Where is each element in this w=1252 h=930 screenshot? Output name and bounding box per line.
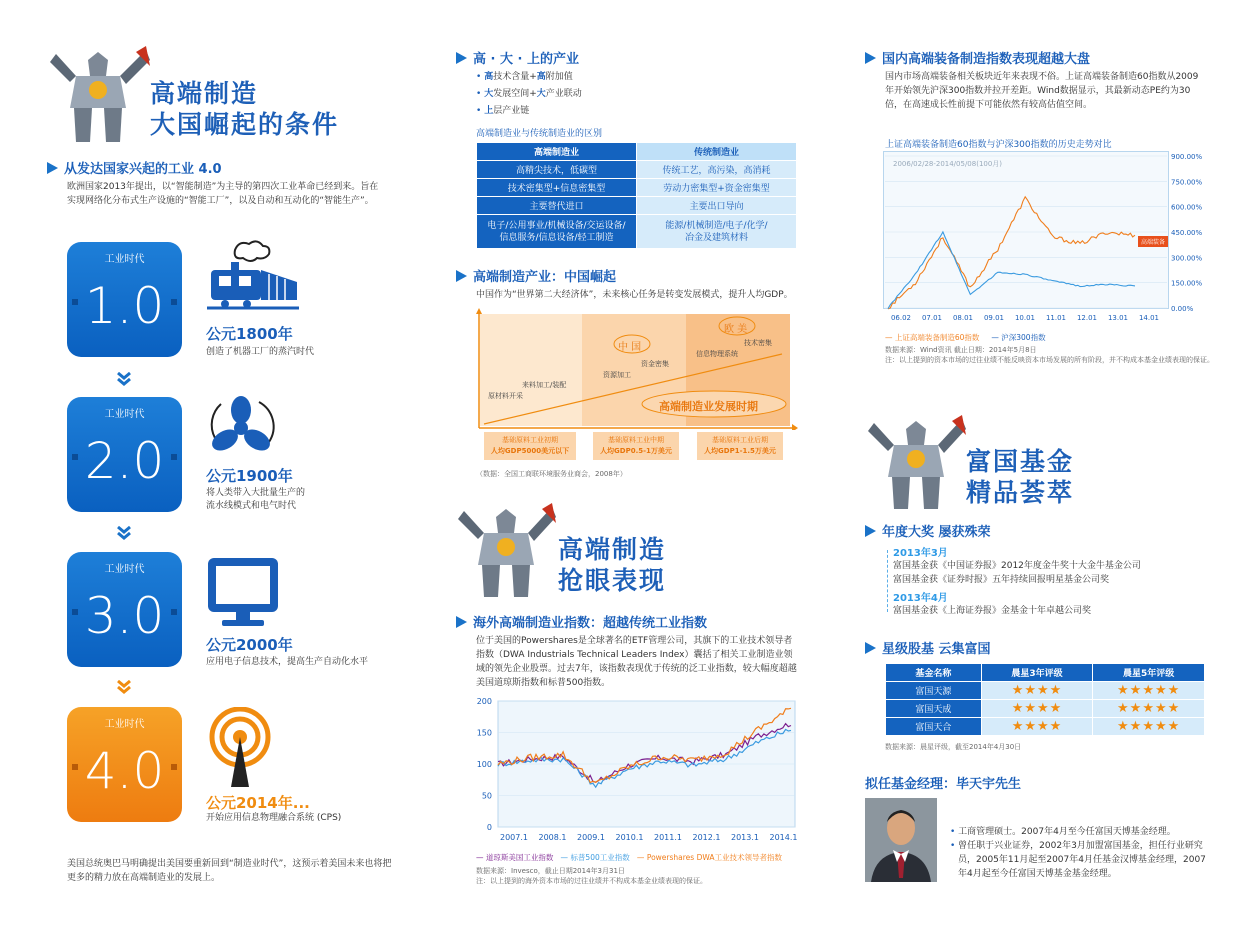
bullet-item: • 大发展空间+大产业联动	[476, 89, 582, 99]
award-year: 2013年3月	[893, 548, 948, 559]
bio-item: • 曾任职于兴业证券，2002年3月加盟富国基金，担任行业研究员，2005年11月起至2007年4月任基金汉博基金经理，2007年4月起至今任富国天博基金基金经理。	[950, 841, 1206, 879]
x-tick-label: 14.01	[1138, 314, 1160, 322]
legend-item: — 沪深300指数	[991, 333, 1046, 342]
table-header: 晨星3年评级	[981, 664, 1093, 682]
award-item: 富国基金获《上海证券报》金基金十年卓越公司奖	[893, 606, 1092, 616]
fund-name: 富国天源	[886, 682, 982, 700]
signal-antenna-icon	[207, 707, 273, 791]
triangle-icon	[456, 52, 467, 64]
stage-box: 基础原料工业初期 人均GDP5000美元以下	[484, 432, 576, 460]
section-title-2-line2: 抢眼表现	[558, 566, 667, 595]
table-cell: 劳动力密集型+资金密集型	[637, 179, 797, 197]
y-tick-label: 900.00%	[1171, 153, 1203, 161]
x-tick-label: 2009.1	[577, 833, 605, 842]
x-tick-label: 2012.1	[692, 833, 721, 842]
comparison-table-caption: 高端制造业与传统制造业的区别	[476, 129, 603, 139]
overseas-index-chart	[470, 693, 800, 845]
section-heading-manager: 拟任基金经理：毕天宇先生	[865, 777, 1022, 792]
section-title-3-line2: 精品荟萃	[966, 478, 1075, 507]
chart2-caption: 上证高端装备制造60指数与沪深300指数的历史走势对比	[885, 140, 1112, 150]
y-tick-label: 100	[476, 760, 492, 769]
x-tick-label: 2013.1	[731, 833, 759, 842]
y-tick-label: 150	[476, 728, 492, 738]
table-cell: 技术密集型+信息密集型	[477, 179, 637, 197]
domestic-text: 国内市场高端装备相关板块近年来表现不俗。上证高端装备制造60指数从2009年开始领先沪深300指数并拉开差距。Wind数据显示，其最新动态PE约为30倍，在高速成长性前提下可能依然有较高估值空间。	[885, 72, 1199, 110]
chevron-down-icon	[116, 372, 132, 386]
table-header: 高端制造业	[477, 143, 637, 161]
table-cell: 能源/机械制造/电子/化学/ 冶金及建筑材料	[637, 215, 797, 249]
chevron-down-icon	[116, 526, 132, 540]
bullet-item: • 上层产业链	[476, 106, 530, 116]
diagram-source: （数据：全国工商联环境服务业商会，2008年）	[476, 470, 627, 478]
y-tick-label: 0.00%	[1171, 305, 1194, 313]
page-title-line1: 高端制造	[150, 79, 259, 108]
y-tick-label: 750.00%	[1171, 178, 1203, 187]
era-card-4: 工业时代 4.0	[67, 707, 182, 822]
stage-box: 基础原料工业后期 人均GDP1-1.5万美元	[697, 432, 783, 460]
stage-label: 来料加工/装配	[522, 381, 567, 389]
table-cell: 主要替代进口	[477, 197, 637, 215]
legend-item: — 道琼斯美国工业指数	[476, 853, 554, 862]
y-tick-label: 600.00%	[1171, 203, 1203, 212]
manager-bio	[950, 825, 1212, 881]
series-line	[888, 232, 1135, 309]
left-footer-note: 美国总统奥巴马明确提出美国要重新回到“制造业时代”，这预示着美国未来也将把更多的精力放在高端制造业的发展上。	[67, 859, 392, 883]
triangle-icon	[456, 270, 467, 282]
y-tick-label: 450.00%	[1171, 229, 1203, 237]
fund-name: 富国天成	[886, 700, 982, 718]
steam-train-icon	[207, 238, 299, 320]
chart1-source: 数据来源：Invesco，截止日期2014年3月31日	[476, 867, 625, 875]
x-tick-label: 11.01	[1045, 314, 1067, 322]
rating-stars: ★★★★★	[1093, 718, 1205, 736]
table-cell: 电子/公用事业/机械设备/交运设备/ 信息服务/信息设备/轻工制造	[477, 215, 637, 249]
rating-stars: ★★★★	[981, 682, 1093, 700]
table-cell: 主要出口导向	[637, 197, 797, 215]
stage-label: 技术密集	[744, 339, 772, 347]
triangle-icon	[47, 162, 58, 174]
y-tick-label: 50	[481, 791, 492, 801]
x-tick-label: 07.01	[921, 314, 943, 322]
x-tick-label: 2010.1	[615, 833, 644, 842]
chart1-legend	[476, 852, 782, 863]
stage-label: 原材料开采	[488, 392, 523, 400]
bullet-item: • 高技术含量+高附加值	[476, 72, 573, 82]
bio-item: • 工商管理硕士。2007年4月至今任富国天博基金经理。	[950, 827, 1176, 837]
section-title-3-line1: 富国基金	[966, 447, 1075, 476]
chart2-legend	[885, 332, 1046, 343]
computer-monitor-icon	[208, 558, 278, 634]
triangle-icon	[456, 616, 467, 628]
section-heading-industry4: 从发达国家兴起的工业 4.0	[47, 158, 222, 177]
development-stage-diagram	[476, 308, 798, 430]
era-3-desc: 应用电子信息技术，提高生产自动化水平	[206, 657, 369, 667]
era-2-desc-1: 将人类带入大批量生产的	[206, 488, 306, 498]
page-title-line2: 大国崛起的条件	[150, 110, 340, 139]
x-tick-label: 2011.1	[654, 833, 682, 842]
era-card-1: 工业时代 1.0	[67, 242, 182, 357]
awards-list	[885, 544, 1215, 618]
table-row	[886, 700, 1205, 718]
chart2-note: 注：以上提到的资本市场的过往业绩不能反映资本市场发展的所有阶段，并不构成本基金业绩表现的保证。	[885, 356, 1214, 364]
china-text: 中国作为“世界第二大经济体”，未来核心任务是转变发展模式，提升人均GDP。	[476, 290, 793, 300]
era-2-title: 公元1900年	[206, 467, 293, 485]
era-2-desc-2: 流水线模式和电气时代	[206, 501, 297, 511]
rating-stars: ★★★★	[981, 700, 1093, 718]
chart1-note: 注：以上提到的海外资本市场的过往业绩并不构成本基金业绩表现的保证。	[476, 877, 707, 885]
overseas-text: 位于美国的Powershares是全球著名的ETF管理公司，其旗下的工业技术领导者指数（DWA Industrials Technical Leaders Index）囊括了相关工业制造业领域的领先企业股票。过去7年，该指数表现优于传统的泛工业指数，较大幅度超越美国道琼斯指数和标普500指数。	[476, 636, 797, 688]
industry-bullets	[476, 69, 582, 120]
y-tick-label: 200	[476, 697, 492, 706]
table-cell: 高精尖技术，低碳型	[477, 161, 637, 179]
era-1-desc: 创造了机器工厂的蒸汽时代	[206, 347, 315, 357]
chevron-down-icon	[116, 680, 132, 694]
y-tick-label: 0	[486, 823, 492, 832]
comparison-table	[476, 142, 797, 249]
west-label: 欧 美	[724, 324, 748, 335]
table-header: 晨星5年评级	[1093, 664, 1205, 682]
manager-photo	[865, 798, 937, 882]
section-heading-industry: 高 · 大 · 上的产业	[456, 48, 579, 67]
x-tick-label: 09.01	[983, 314, 1005, 322]
x-tick-label: 13.01	[1107, 314, 1129, 322]
era-4-desc: 开始应用信息物理融合系统 (CPS)	[206, 813, 342, 823]
industry4-intro: 欧洲国家2013年提出，以“智能制造”为主导的第四次工业革命已经到来。旨在实现网络化分布式生产设施的“智能工厂”，以及自动和互动化的“智能生产”。	[67, 182, 379, 206]
y-tick-label: 150.00%	[1171, 279, 1203, 288]
award-item: 富国基金获《证券时报》五年持续回报明星基金公司奖	[893, 575, 1110, 585]
stage-arrow-label: 高端制造业发展时期	[659, 400, 758, 413]
triangle-icon	[865, 642, 876, 654]
fund-name: 富国天合	[886, 718, 982, 736]
era-4-title: 公元2014年...	[206, 794, 310, 812]
stage-box: 基础原料工业中期 人均GDP0.5-1万美元	[593, 432, 679, 460]
legend-item: — 标普500工业指数	[560, 853, 630, 862]
section-heading-funds: 星级股基 云集富国	[865, 638, 991, 657]
stage-label: 信息物理系统	[696, 350, 738, 358]
x-tick-label: 2008.1	[538, 833, 567, 842]
chart2-tag: 高端装备	[1138, 236, 1168, 247]
x-tick-label: 2014.1	[769, 833, 798, 842]
era-card-3: 工业时代 3.0	[67, 552, 182, 667]
table-header: 基金名称	[886, 664, 982, 682]
award-year: 2013年4月	[893, 593, 948, 604]
y-tick-label: 300.00%	[1171, 254, 1203, 263]
x-tick-label: 08.01	[952, 314, 974, 322]
series-line	[888, 197, 1135, 309]
legend-item: — Powershares DWA工业技术领导者指数	[636, 853, 782, 862]
section-heading-awards: 年度大奖 屡获殊荣	[865, 521, 991, 540]
section-heading-china: 高端制造产业：中国崛起	[456, 266, 616, 285]
triangle-icon	[865, 525, 876, 537]
x-tick-label: 10.01	[1014, 314, 1036, 322]
era-3-title: 公元2000年	[206, 636, 293, 654]
fund-rating-table	[885, 663, 1205, 736]
table-row	[886, 682, 1205, 700]
section-heading-overseas: 海外高端制造业指数：超越传统工业指数	[456, 612, 707, 631]
stage-label: 资金密集	[641, 360, 669, 368]
table-row	[886, 718, 1205, 736]
legend-item: — 上证高端装备制造60指数	[885, 333, 980, 342]
chart2-period: 2006/02/28-2014/05/08(100月)	[893, 160, 1003, 168]
rating-stars: ★★★★★	[1093, 700, 1205, 718]
stage-label: 资源加工	[603, 371, 631, 379]
section-title-2-line1: 高端制造	[558, 535, 667, 564]
rating-stars: ★★★★	[981, 718, 1093, 736]
chart2-source: 数据来源：Wind资讯 截止日期：2014年5月8日	[885, 346, 1037, 354]
award-item: 富国基金获《中国证券报》2012年度金牛奖十大金牛基金公司	[893, 561, 1141, 571]
triangle-icon	[865, 52, 876, 64]
era-1-title: 公元1800年	[206, 325, 293, 343]
robot-illustration	[456, 503, 556, 597]
fan-propeller-icon	[205, 392, 277, 468]
era-card-2: 工业时代 2.0	[67, 397, 182, 512]
x-tick-label: 2007.1	[500, 833, 528, 842]
table-header: 传统制造业	[637, 143, 797, 161]
section-heading-domestic: 国内高端装备制造指数表现超越大盘	[865, 48, 1090, 67]
robot-illustration	[866, 415, 966, 509]
china-label: 中 国	[618, 342, 642, 353]
table-cell: 传统工艺，高污染，高消耗	[637, 161, 797, 179]
robot-illustration	[46, 46, 150, 142]
x-tick-label: 12.01	[1076, 314, 1098, 322]
fund-table-source: 数据来源：晨星评级，截至2014年4月30日	[885, 743, 1022, 751]
x-tick-label: 06.02	[890, 314, 912, 322]
rating-stars: ★★★★★	[1093, 682, 1205, 700]
